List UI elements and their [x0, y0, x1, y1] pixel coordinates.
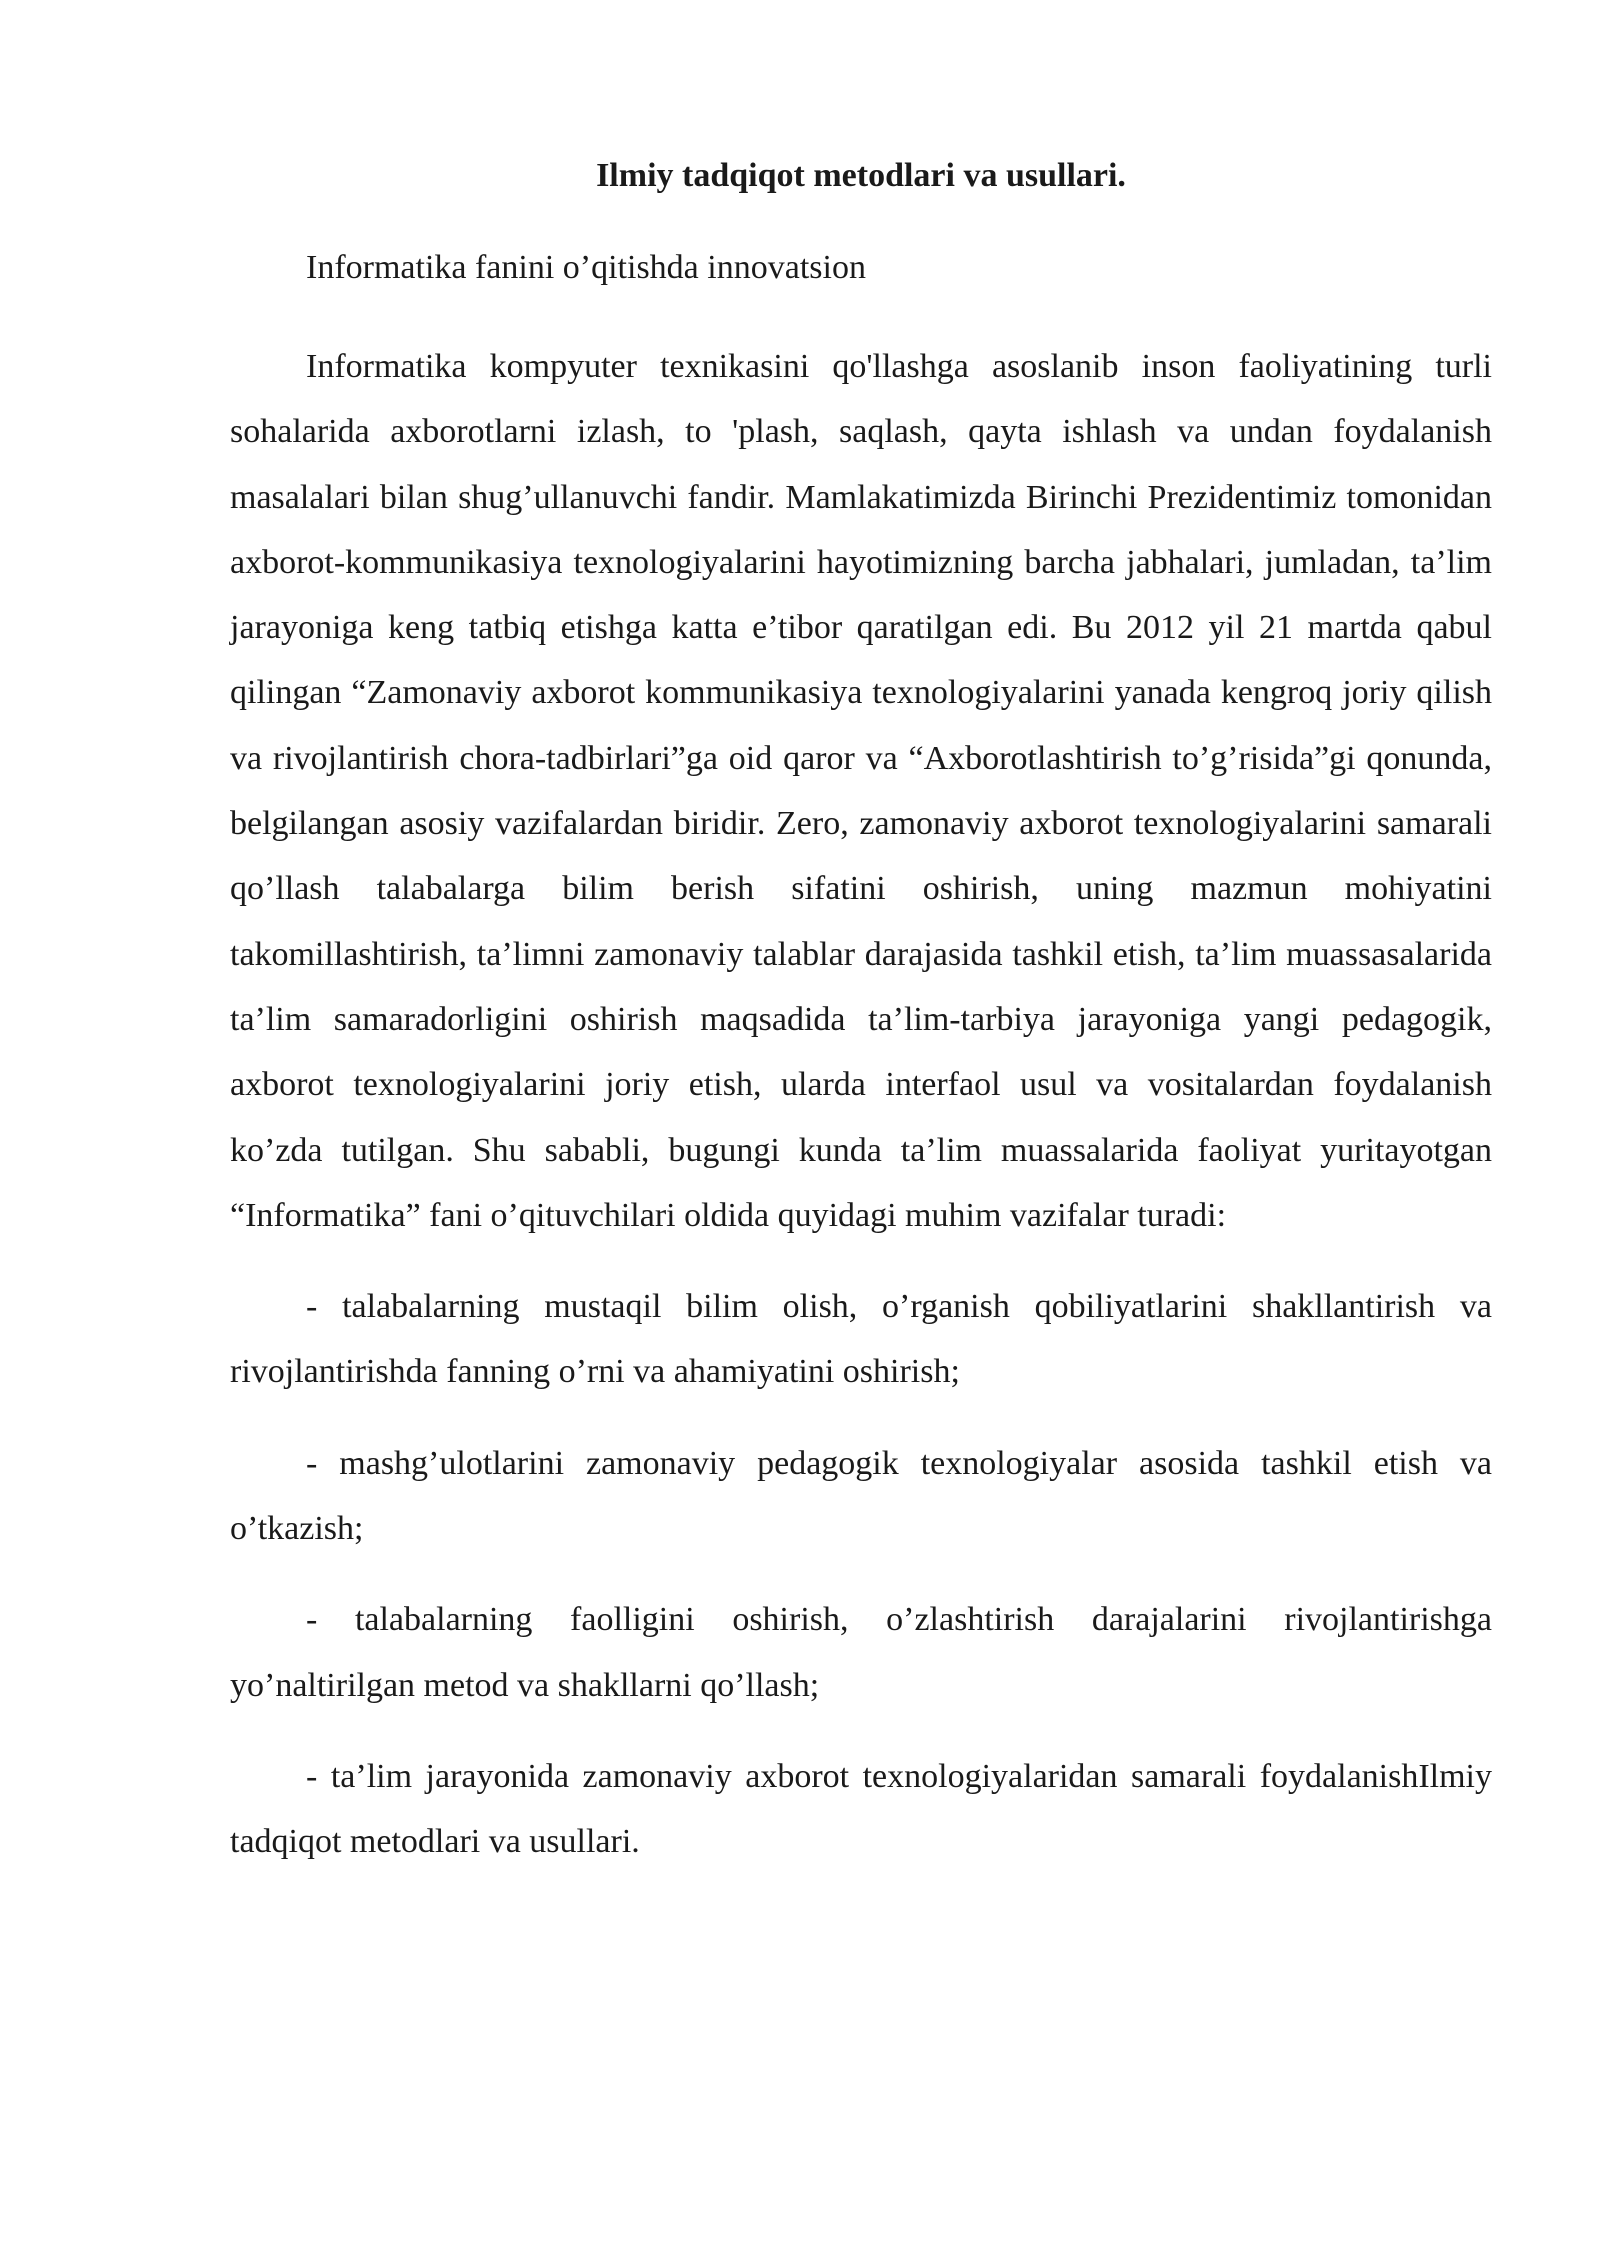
main-paragraph: Informatika kompyuter texnikasini qo'llashga asoslanib inson faoliyatining turli sohalarida axborotlarni izlash, to 'plash, saqlash, qayta ishlash va undan foydalanish masalalari bilan shug’ullanuvchi fandir. Mamlakatimizda Birinchi Prezidentimiz tomonidan axborot-kommunikasiya texnologiyalarini hayotimizning barcha jabhalari, jumladan, ta’lim jarayoniga keng tatbiq etishga katta e’tibor qaratilgan edi. Bu 2012 yil 21 martda qabul qilingan “Zamonaviy axborot kommunikasiya texnologiyalarini yanada kengroq joriy qilish va rivojlantirish chora-tadbirlari”ga oid qaror va “Axborotlashtirish to’g’risida”gi qonunda, belgilangan asosiy vazifalardan biridir. Zero, zamonaviy axborot texnologiyalarini samarali qo’llash talabalarga bilim berish sifatini oshirish, uning mazmun mohiyatini takomillashtirish, ta’limni zamonaviy talablar darajasida tashkil etish, ta’lim muassasalarida ta’lim samaradorligini oshirish maqsadida ta’lim-tarbiya jarayoniga yangi pedagogik, axborot texnologiyalarini joriy etish, ularda interfaol usul va vositalardan foydalanish ko’zda tutilgan. Shu sababli, bugungi kunda ta’lim muassalarida faoliyat yuritayotgan “Informatika” fani o’qituvchilari oldida quyidagi muhim vazifalar turadi: [230, 348, 1492, 1234]
list-item: - mashg’ulotlarini zamonaviy pedagogik texnologiyalar asosida tashkil etish va o’tkazish; [230, 1444, 1492, 1548]
document-body [230, 152, 1492, 1875]
document-subtitle: Informatika fanini o’qitishda innovatsion [306, 249, 866, 286]
document-title: Ilmiy tadqiqot metodlari va usullari. [596, 157, 1126, 194]
list-item: - ta’lim jarayonida zamonaviy axborot texnologiyalaridan samarali foydalanishIlmiy tadqiqot metodlari va usullari. [230, 1757, 1492, 1861]
list-item: - talabalarning faolligini oshirish, o’zlashtirish darajalarini rivojlantirishga yo’naltirilgan metod va shakllarni qo’llash; [230, 1601, 1492, 1704]
list-item: - talabalarning mustaqil bilim olish, o’rganish qobiliyatlarini shakllantirish va rivojlantirishda fanning o’rni va ahamiyatini oshirish; [230, 1288, 1492, 1391]
